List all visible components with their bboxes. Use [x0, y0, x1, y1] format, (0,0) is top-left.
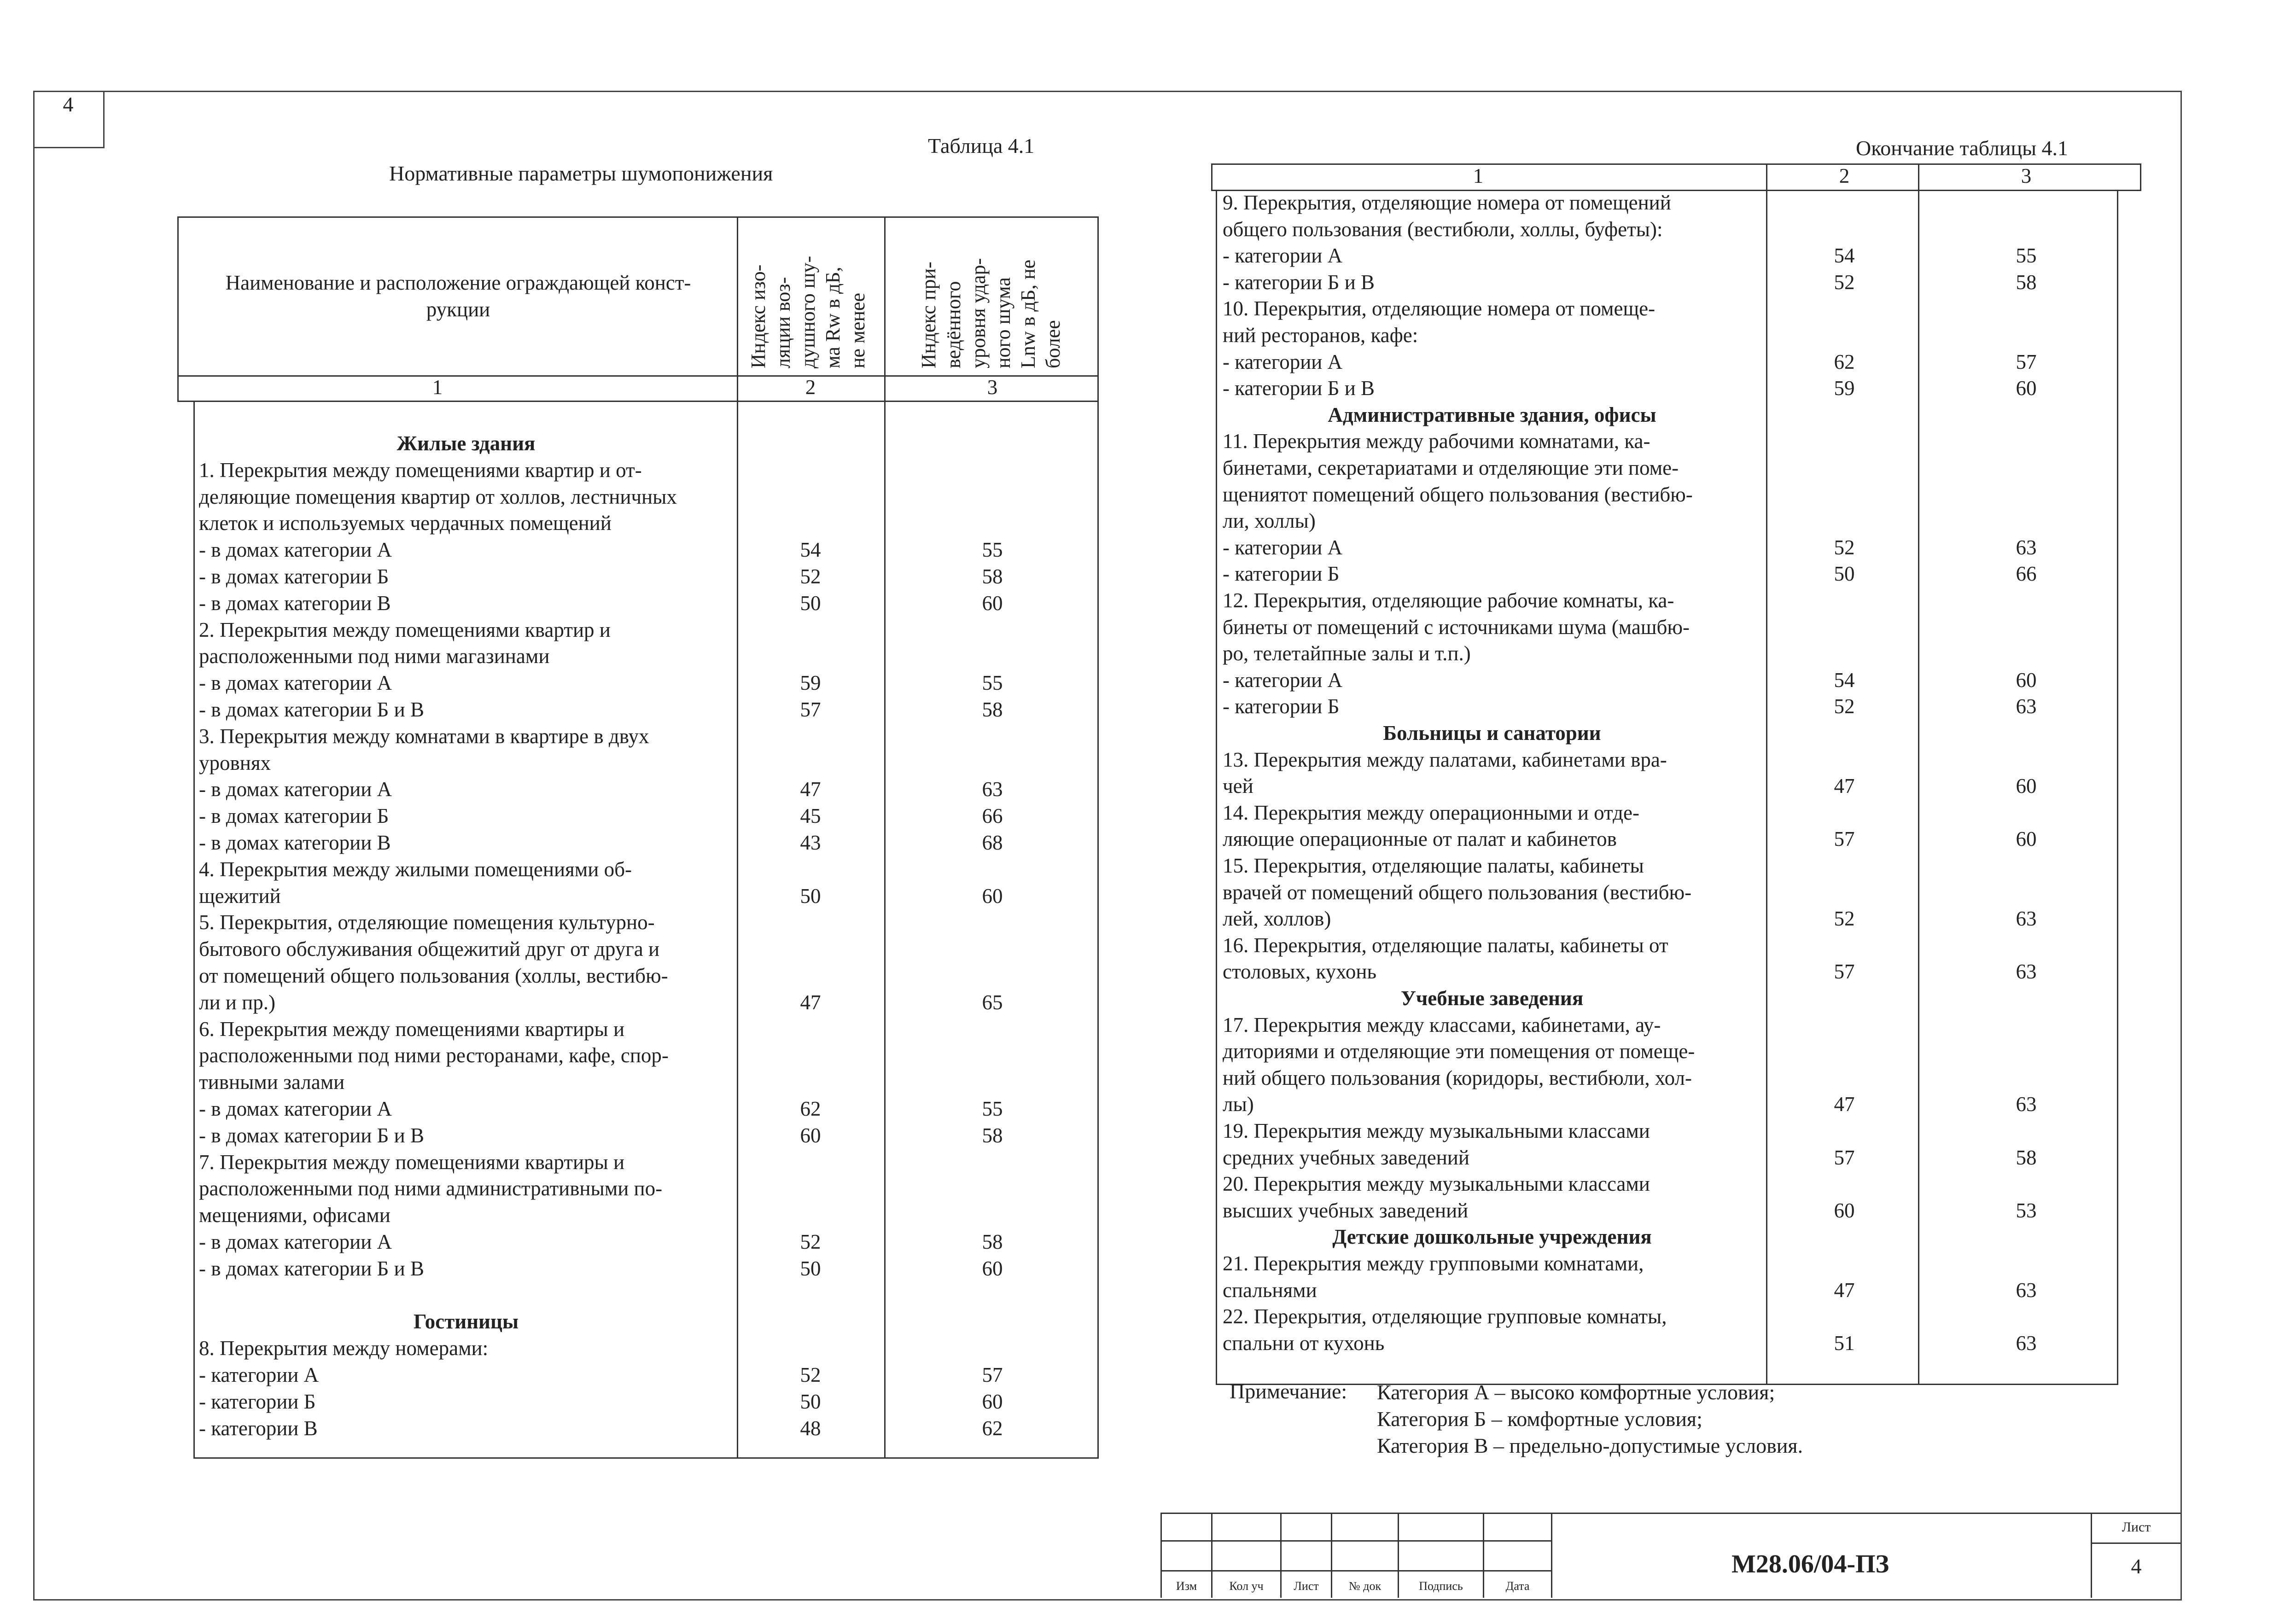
value-col2: 50	[800, 591, 821, 615]
row-text: бытового обслуживания общежитий друг от друга и	[199, 937, 660, 961]
row-text: лей, холлов)	[1223, 907, 1331, 931]
row-text: 15. Перекрытия, отделяющие палаты, кабинеты	[1223, 854, 1644, 877]
value-col2: 47	[1834, 1093, 1855, 1116]
value-col2: 59	[800, 671, 821, 695]
row-text: - категории Б	[1223, 562, 1340, 586]
left-header-col2-line: ляции воз-	[772, 277, 794, 368]
row-text: - в домах категории Б и В	[199, 698, 424, 721]
value-col2: 62	[1834, 350, 1855, 373]
section-heading: Жилые здания	[396, 432, 536, 455]
section-heading: Детские дошкольные учреждения	[1332, 1225, 1652, 1249]
row-text: - категории Б	[1223, 695, 1340, 718]
row-text: - категории В	[199, 1416, 318, 1440]
value-col3: 55	[982, 1097, 1003, 1120]
row-text: 22. Перекрытия, отделяющие групповые комнаты,	[1223, 1305, 1667, 1328]
row-text: спальни от кухонь	[1223, 1331, 1385, 1355]
row-text: врачей от помещений общего пользования (вестибю-	[1223, 880, 1692, 904]
value-col3: 60	[2016, 827, 2037, 851]
right-col-num-2: 2	[1839, 164, 1850, 187]
value-col2: 57	[1834, 960, 1855, 984]
left-header-col3-line: более	[1042, 320, 1064, 368]
left-header-col1	[184, 269, 732, 323]
value-col2: 52	[800, 1230, 821, 1253]
value-col3: 58	[982, 1123, 1003, 1147]
left-header-col1-line2: рукции	[426, 298, 490, 321]
left-table-title: Нормативные параметры шумопонижения	[389, 162, 773, 185]
row-text: 7. Перекрытия между помещениями квартиры и	[199, 1150, 625, 1174]
notes	[1377, 1379, 1803, 1459]
value-col2: 59	[1834, 377, 1855, 400]
value-col2: 54	[800, 538, 821, 562]
row-text: 14. Перекрытия между операционными и отде-	[1223, 801, 1639, 824]
row-text: уровнях	[199, 751, 271, 774]
value-col3: 58	[982, 1230, 1003, 1253]
value-col3: 66	[982, 804, 1003, 828]
value-col2: 47	[800, 990, 821, 1014]
value-col3: 60	[982, 884, 1003, 908]
stamp-col-kol-uch: Кол уч	[1229, 1579, 1264, 1593]
sheet-label: Лист	[2122, 1519, 2151, 1535]
row-text: столовых, кухонь	[1223, 960, 1377, 984]
value-col3: 60	[982, 1257, 1003, 1280]
row-text: 2. Перекрытия между помещениями квартир и	[199, 618, 611, 641]
row-text: щениятот помещений общего пользования (вестибю-	[1223, 483, 1693, 506]
value-col2: 52	[800, 565, 821, 588]
value-col2: 50	[800, 1257, 821, 1280]
stamp-col-list: Лист	[1294, 1579, 1319, 1593]
row-text: - в домах категории Б	[199, 804, 389, 828]
value-col2: 54	[1834, 244, 1855, 268]
left-header-col2	[746, 256, 870, 368]
value-col2: 52	[1834, 907, 1855, 931]
row-text: высших учебных заведений	[1223, 1199, 1469, 1222]
row-text: деляющие помещения квартир от холлов, лестничных	[199, 485, 677, 508]
row-text: - категории А	[1223, 668, 1343, 692]
left-table-label: Таблица 4.1	[928, 134, 1035, 157]
row-text: - в домах категории А	[199, 1230, 392, 1253]
left-col-num-2: 2	[805, 376, 816, 399]
page-number: 4	[63, 93, 74, 116]
row-text: - в домах категории Б и В	[199, 1123, 424, 1147]
row-text: бинеты от помещений с источниками шума (машбю-	[1223, 615, 1690, 639]
row-text: - категории А	[1223, 350, 1343, 373]
value-col3: 58	[982, 565, 1003, 588]
value-col2: 47	[800, 778, 821, 801]
row-text: ли и пр.)	[199, 990, 275, 1014]
value-col2: 52	[1834, 536, 1855, 559]
row-text: - категории А	[1223, 536, 1343, 559]
left-header-col2-line: ма Rw в дБ,	[822, 267, 844, 368]
value-col3: 60	[2016, 377, 2037, 400]
right-col-num-1: 1	[1473, 164, 1484, 187]
row-text: 3. Перекрытия между комнатами в квартире в двух	[199, 724, 649, 748]
doc-code: М28.06/04-ПЗ	[1731, 1550, 1889, 1578]
row-text: - категории Б	[199, 1390, 316, 1413]
left-header-col2-line: Индекс изо-	[747, 264, 769, 368]
row-text: 1. Перекрытия между помещениями квартир и от-	[199, 458, 642, 482]
stamp-col-doc: № док	[1348, 1579, 1382, 1593]
value-col2: 52	[1834, 695, 1855, 718]
stamp-col-date: Дата	[1505, 1579, 1530, 1593]
row-text: 6. Перекрытия между помещениями квартиры и	[199, 1017, 625, 1041]
value-col3: 58	[2016, 270, 2037, 294]
left-col-num-1: 1	[432, 376, 443, 399]
value-col3: 63	[2016, 695, 2037, 718]
value-col2: 60	[1834, 1199, 1855, 1222]
row-text: расположенными под ними магазинами	[199, 645, 550, 668]
row-text: - категории Б и В	[1223, 270, 1375, 294]
left-header-col3-line: Индекс при-	[917, 262, 940, 368]
value-col3: 58	[982, 698, 1003, 721]
value-col2: 50	[800, 884, 821, 908]
row-text: 21. Перекрытия между групповыми комнатами,	[1223, 1252, 1644, 1275]
right-table-label: Окончание таблицы 4.1	[1856, 136, 2068, 160]
row-text: средних учебных заведений	[1223, 1146, 1469, 1169]
row-text: ний общего пользования (коридоры, вестибюли, хол-	[1223, 1066, 1692, 1089]
value-col3: 63	[2016, 536, 2037, 559]
row-text: - в домах категории А	[199, 671, 392, 695]
row-text: 16. Перекрытия, отделяющие палаты, кабинеты от	[1223, 933, 1668, 957]
note-label: Примечание:	[1230, 1380, 1347, 1403]
row-text: - в домах категории А	[199, 778, 392, 801]
value-col3: 63	[2016, 1093, 2037, 1116]
row-text: спальнями	[1223, 1278, 1317, 1302]
row-text: лы)	[1223, 1093, 1254, 1116]
value-col2: 47	[1834, 774, 1855, 798]
right-col-num-3: 3	[2021, 164, 2032, 187]
sheet-number: 4	[2131, 1554, 2142, 1578]
left-col-num-3: 3	[987, 376, 998, 399]
row-text: 5. Перекрытия, отделяющие помещения культурно-	[199, 911, 655, 934]
row-text: чей	[1223, 774, 1253, 798]
left-header-col3-line: ведённого	[942, 281, 965, 368]
row-text: тивными залами	[199, 1071, 345, 1094]
row-text: - в домах категории А	[199, 1097, 392, 1120]
row-text: ли, холлы)	[1223, 509, 1316, 533]
value-col3: 55	[982, 538, 1003, 562]
value-col2: 52	[1834, 270, 1855, 294]
left-header-col3	[916, 258, 1066, 368]
value-col3: 66	[2016, 562, 2037, 586]
stamp-col-izm: Изм	[1176, 1579, 1197, 1593]
left-header-col3-line: ного шума	[992, 277, 1014, 368]
value-col2: 43	[800, 831, 821, 854]
row-text: ляющие операционные от палат и кабинетов	[1223, 827, 1617, 851]
row-text: - в домах категории В	[199, 831, 391, 854]
row-text: расположенными под ними ресторанами, кафе, спор-	[199, 1044, 669, 1067]
row-text: 19. Перекрытия между музыкальными классами	[1223, 1119, 1650, 1142]
value-col3: 68	[982, 831, 1003, 854]
row-text: общего пользования (вестибюли, холлы, буфеты):	[1223, 217, 1663, 241]
left-header-col2-line: душного шу-	[797, 256, 819, 368]
row-text: мещениями, офисами	[199, 1204, 391, 1227]
row-text: 13. Перекрытия между палатами, кабинетами вра-	[1223, 748, 1667, 771]
section-heading: Гостиницы	[413, 1310, 519, 1333]
value-col2: 54	[1834, 668, 1855, 692]
value-col3: 60	[982, 1390, 1003, 1413]
value-col2: 50	[1834, 562, 1855, 586]
note-line: Категория В – предельно-допустимые условия.	[1377, 1434, 1803, 1457]
value-col3: 55	[2016, 244, 2037, 268]
row-text: 11. Перекрытия между рабочими комнатами, ка-	[1223, 430, 1650, 453]
value-col2: 51	[1834, 1331, 1855, 1355]
row-text: щежитий	[199, 884, 281, 908]
value-col3: 63	[2016, 907, 2037, 931]
page-number-box	[33, 91, 105, 148]
row-text: 4. Перекрытия между жилыми помещениями об-	[199, 857, 632, 881]
value-col2: 57	[800, 698, 821, 721]
value-col2: 57	[1834, 1146, 1855, 1169]
value-col2: 47	[1834, 1278, 1855, 1302]
value-col3: 63	[982, 778, 1003, 801]
left-header-col1-line1: Наименование и расположение ограждающей конст-	[225, 271, 691, 294]
value-col2: 48	[800, 1416, 821, 1440]
value-col2: 60	[800, 1123, 821, 1147]
row-text: 17. Перекрытия между классами, кабинетами, ау-	[1223, 1013, 1661, 1036]
value-col2: 50	[800, 1390, 821, 1413]
left-header-col3-line: уровня удар-	[967, 258, 990, 368]
row-text: ро, телетайпные залы и т.п.)	[1223, 642, 1471, 665]
value-col3: 58	[2016, 1146, 2037, 1169]
value-col3: 60	[2016, 774, 2037, 798]
row-text: - категории А	[1223, 244, 1343, 268]
value-col3: 62	[982, 1416, 1003, 1440]
value-col2: 52	[800, 1363, 821, 1386]
row-text: 20. Перекрытия между музыкальными классами	[1223, 1172, 1650, 1196]
section-heading: Учебные заведения	[1400, 987, 1584, 1010]
row-text: клеток и используемых чердачных помещений	[199, 512, 612, 535]
row-text: - в домах категории Б	[199, 565, 389, 588]
row-text: расположенными под ними административными по-	[199, 1177, 663, 1200]
row-text: - в домах категории В	[199, 591, 391, 615]
value-col2: 57	[1834, 827, 1855, 851]
value-col2: 62	[800, 1097, 821, 1120]
value-col3: 60	[982, 591, 1003, 615]
row-text: - категории А	[199, 1363, 319, 1386]
row-text: 8. Перекрытия между номерами:	[199, 1337, 489, 1360]
value-col3: 57	[2016, 350, 2037, 373]
row-text: бинетами, секретариатами и отделяющие эти поме-	[1223, 456, 1679, 479]
section-heading: Больницы и санатории	[1383, 722, 1601, 745]
value-col3: 57	[982, 1363, 1003, 1386]
value-col3: 63	[2016, 1278, 2037, 1302]
value-col3: 63	[2016, 960, 2037, 984]
value-col3: 55	[982, 671, 1003, 695]
row-text: 9. Перекрытия, отделяющие номера от помещений	[1223, 191, 1671, 214]
section-heading: Административные здания, офисы	[1328, 403, 1656, 426]
note-line: Категория Б – комфортные условия;	[1377, 1407, 1702, 1431]
value-col3: 53	[2016, 1199, 2037, 1222]
left-header-col3-line: Lnw в дБ, не	[1017, 259, 1039, 368]
stamp-col-signature: Подпись	[1419, 1579, 1463, 1593]
note-line: Категория А – высоко комфортные условия;	[1377, 1380, 1775, 1404]
row-text: от помещений общего пользования (холлы, вестибю-	[199, 964, 668, 987]
value-col2: 45	[800, 804, 821, 828]
row-text: диториями и отделяющие эти помещения от помеще-	[1223, 1040, 1695, 1063]
left-header-col2-line: не менее	[846, 292, 869, 368]
row-text: 10. Перекрытия, отделяющие номера от помеще-	[1223, 297, 1656, 320]
value-col3: 65	[982, 990, 1003, 1014]
row-text: - в домах категории Б и В	[199, 1257, 424, 1280]
row-text: ний ресторанов, кафе:	[1223, 324, 1418, 347]
row-text: - в домах категории А	[199, 538, 392, 562]
value-col3: 63	[2016, 1331, 2037, 1355]
row-text: - категории Б и В	[1223, 377, 1375, 400]
value-col3: 60	[2016, 668, 2037, 692]
row-text: 12. Перекрытия, отделяющие рабочие комнаты, ка-	[1223, 589, 1674, 612]
